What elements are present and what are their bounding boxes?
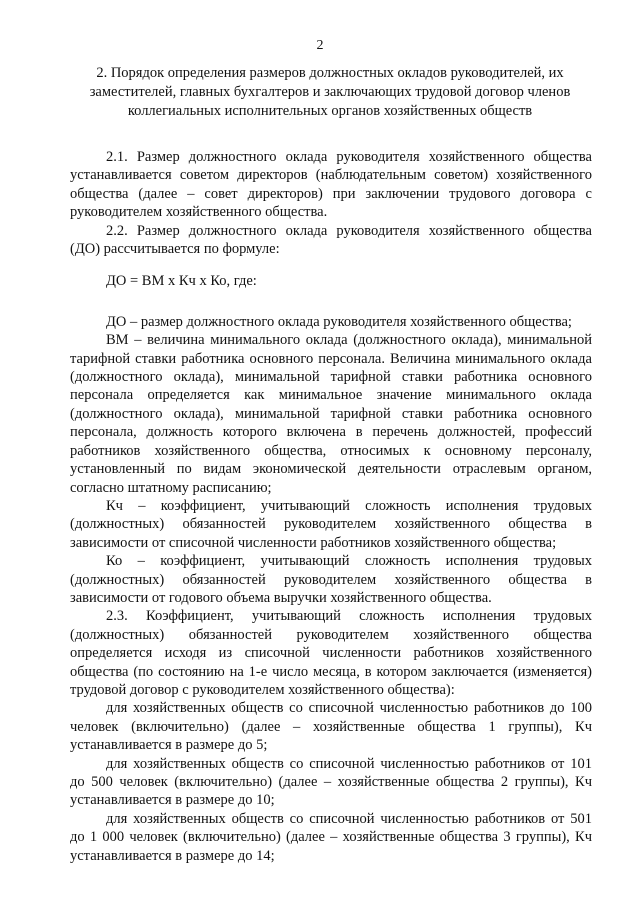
definition-kch: Кч – коэффициент, учитывающий сложность исполнения трудовых (должностных) обязанностей руководителем хозяйственного общества в зависимости от списочной численности работников хозяйственного общества; bbox=[70, 497, 592, 551]
formula: ДО = ВМ х Кч х Ко, где: bbox=[106, 273, 257, 290]
group-2-item: для хозяйственных обществ со списочной численностью работников от 101 до 500 человек (включительно) (далее – хозяйственные общества 2 группы), Кч устанавливается в размере до 10; bbox=[70, 755, 592, 809]
paragraph-2-3: 2.3. Коэффициент, учитывающий сложность исполнения трудовых (должностных) обязанностей руководителем хозяйственного общества определяется исходя из списочной численности работников хозяйственного общества (по состоянию на 1-е число месяца, в котором заключается (изменяется) трудовой договор с руководителем хозяйственного общества): bbox=[70, 608, 592, 698]
page-number: 2 bbox=[316, 38, 324, 53]
paragraph-2-1: 2.1. Размер должностного оклада руководителя хозяйственного общества устанавливается советом директоров (наблюдательным советом) хозяйственного общества (далее – совет директоров) при заключении трудового договора с руководителем хозяйственного общества. bbox=[70, 149, 592, 221]
definition-do: ДО – размер должностного оклада руководителя хозяйственного общества; bbox=[106, 313, 572, 330]
definition-ko: Ко – коэффициент, учитывающий сложность исполнения трудовых (должностных) обязанностей руководителем хозяйственного общества в зависимости от годового объема выручки хозяйственного общества. bbox=[70, 553, 592, 606]
group-3-item: для хозяйственных обществ со списочной численностью работников от 501 до 1 000 человек (включительно) (далее – хозяйственные общества 3 группы), Кч устанавливается в размере до 14; bbox=[70, 810, 592, 864]
section-heading: 2. Порядок определения размеров должностных окладов руководителей, их заместителей, главных бухгалтеров и заключающих трудовой договор членов коллегиальных исполнительных органов хозяйственных обществ bbox=[89, 65, 571, 119]
document-body bbox=[70, 148, 592, 865]
paragraph-2-2: 2.2. Размер должностного оклада руководителя хозяйственного общества (ДО) рассчитывается по формуле: bbox=[70, 222, 592, 258]
group-1-item: для хозяйственных обществ со списочной численностью работников до 100 человек (включительно) (далее – хозяйственные общества 1 группы), Кч устанавливается в размере до 5; bbox=[70, 700, 592, 754]
definition-vm: ВМ – величина минимального оклада (должностного оклада), минимальной тарифной ставки работника основного персонала. Величина минимального оклада (должностного оклада), минимальной тарифной ставки работника основного персонала определяется как минимальное значение минимального оклада (должностного оклада), минимальной тарифной ставки работника основного персонала, должность которого включена в перечень должностей, профессий работников хозяйственного общества, относимых к основному персоналу, установленный по видам экономической деятельности отраслевым органом, согласно штатному расписанию; bbox=[70, 332, 592, 496]
